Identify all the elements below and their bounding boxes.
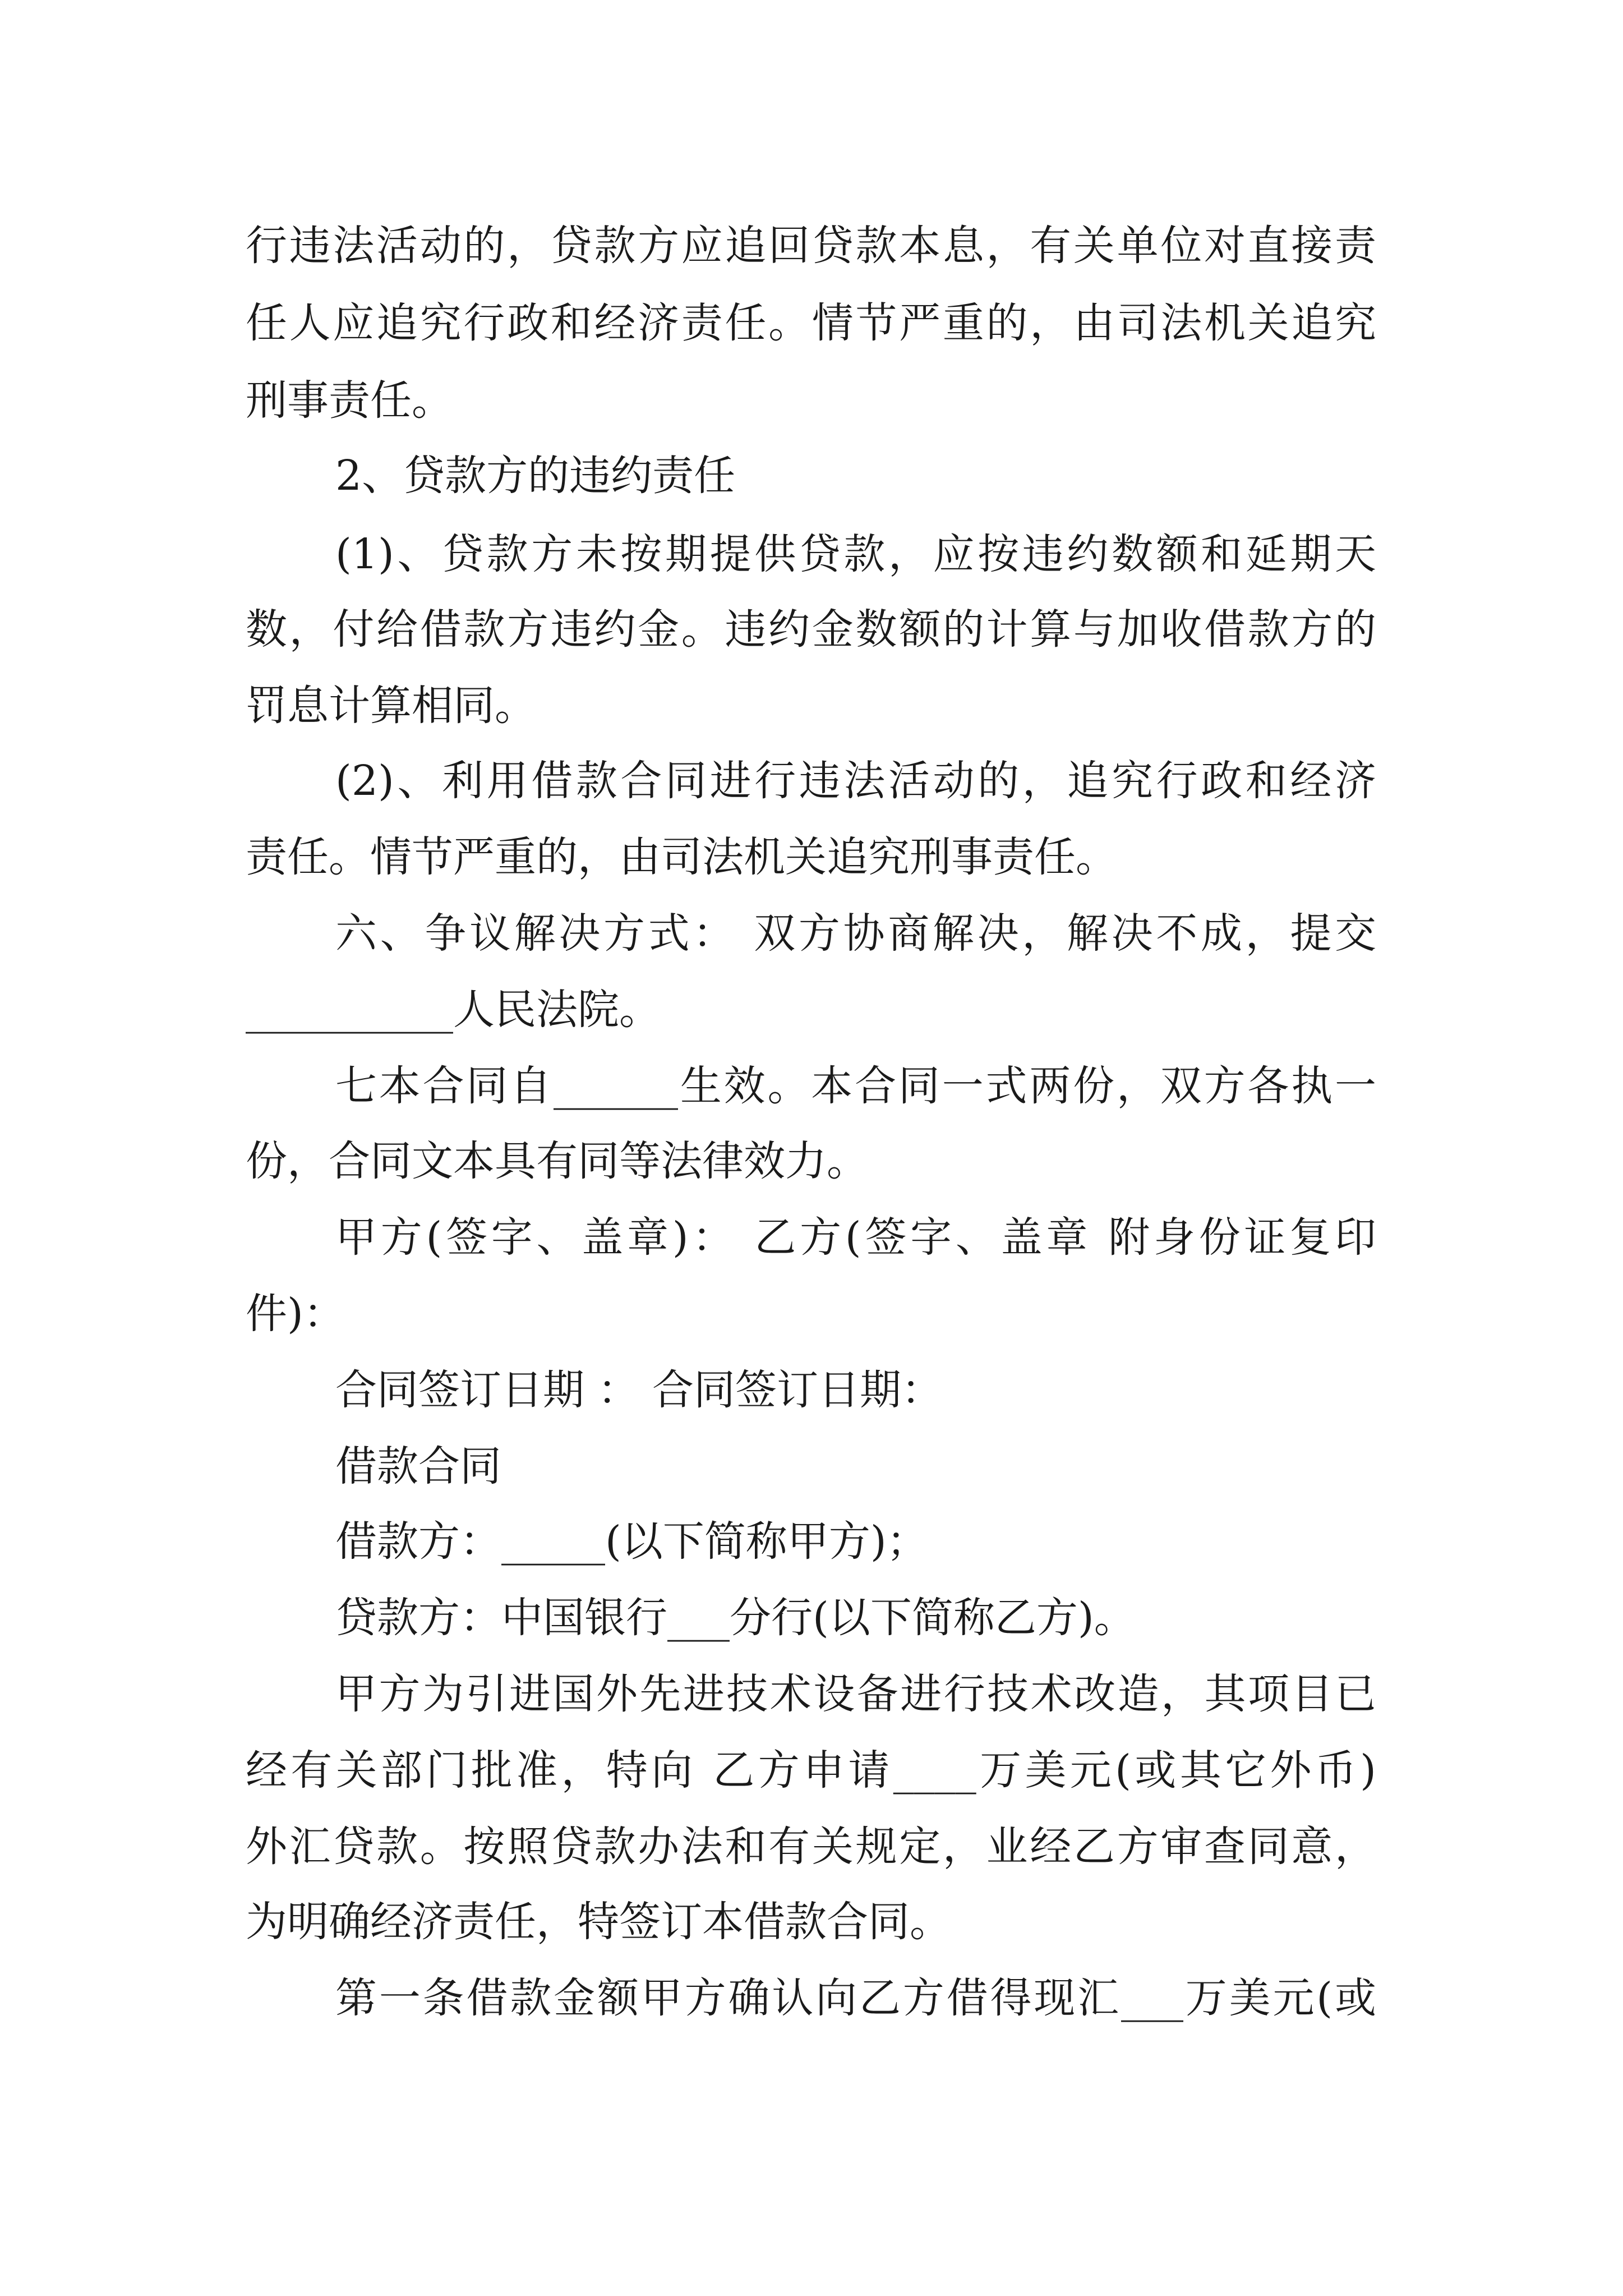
line-text: 借款方：_____(以下简称甲方)； [335,1517,928,1566]
line-text: 甲方为引进国外先进技术设备进行技术改造，其项目已 [335,1670,1376,1718]
text-line [0,666,1623,745]
text-line [0,818,1623,896]
text-line [0,1047,1623,1125]
line-text: 外汇贷款。按照贷款办法和有关规定，业经乙方审查同意， [246,1823,1376,1871]
text-line [0,1883,1623,1961]
line-text: 行违法活动的，贷款方应追回贷款本息，有关单位对直接责 [246,222,1376,270]
text-line [0,590,1623,669]
text-line [0,894,1623,973]
text-line [0,1427,1623,1506]
line-text: __________人民法院。 [246,986,661,1034]
text-line [0,284,1623,362]
line-text: (1)、贷款方未按期提供贷款，应按违约数额和延期天 [335,530,1376,578]
text-line [0,1198,1623,1277]
text-line [0,1959,1623,2037]
text-line [0,1122,1623,1200]
line-text: 2、贷款方的违约责任 [335,452,736,500]
text-line [0,1502,1623,1581]
text-line [0,742,1623,820]
line-text: 任人应追究行政和经济责任。情节严重的，由司法机关追究 [246,299,1376,347]
line-text: 刑事责任。 [246,376,453,425]
line-text: 罚息计算相同。 [246,682,536,730]
line-text: 第一条借款金额甲方确认向乙方借得现汇___万美元(或 [335,1974,1376,2022]
line-text: 责任。情节严重的，由司法机关追究刑事责任。 [246,833,1117,881]
line-text: 件)： [246,1290,345,1338]
line-text: (2)、利用借款合同进行违法活动的，追究行政和经济 [335,757,1376,805]
text-line [0,1655,1623,1733]
text-line [0,1807,1623,1886]
line-text: 七本合同自______生效。本合同一式两份，双方各执一 [335,1062,1376,1110]
line-text: 合同签订日期 ： 合同签订日期： [335,1366,943,1414]
line-text: 经有关部门批准，特向 乙方申请____万美元(或其它外币) [246,1746,1376,1795]
line-text: 贷款方：中国银行___分行(以下简称乙方)。 [335,1594,1136,1642]
text-line [0,1731,1623,1810]
text-line [0,970,1623,1049]
text-line [0,206,1623,285]
text-line [0,515,1623,593]
line-text: 份，合同文本具有同等法律效力。 [246,1137,868,1185]
text-line [0,1579,1623,1657]
text-line [0,361,1623,440]
text-line [0,436,1623,515]
line-text: 六、争议解决方式： 双方协商解决，解决不成，提交 [335,909,1376,958]
line-text: 借款合同 [335,1442,501,1490]
line-text: 为明确经济责任，特签订本借款合同。 [246,1898,951,1946]
text-line [0,1351,1623,1429]
line-text: 甲方(签字、盖章)： 乙方(签字、盖章 附身份证复印 [335,1213,1376,1262]
text-line [0,1274,1623,1353]
line-text: 数，付给借款方违约金。违约金数额的计算与加收借款方的 [246,605,1376,654]
